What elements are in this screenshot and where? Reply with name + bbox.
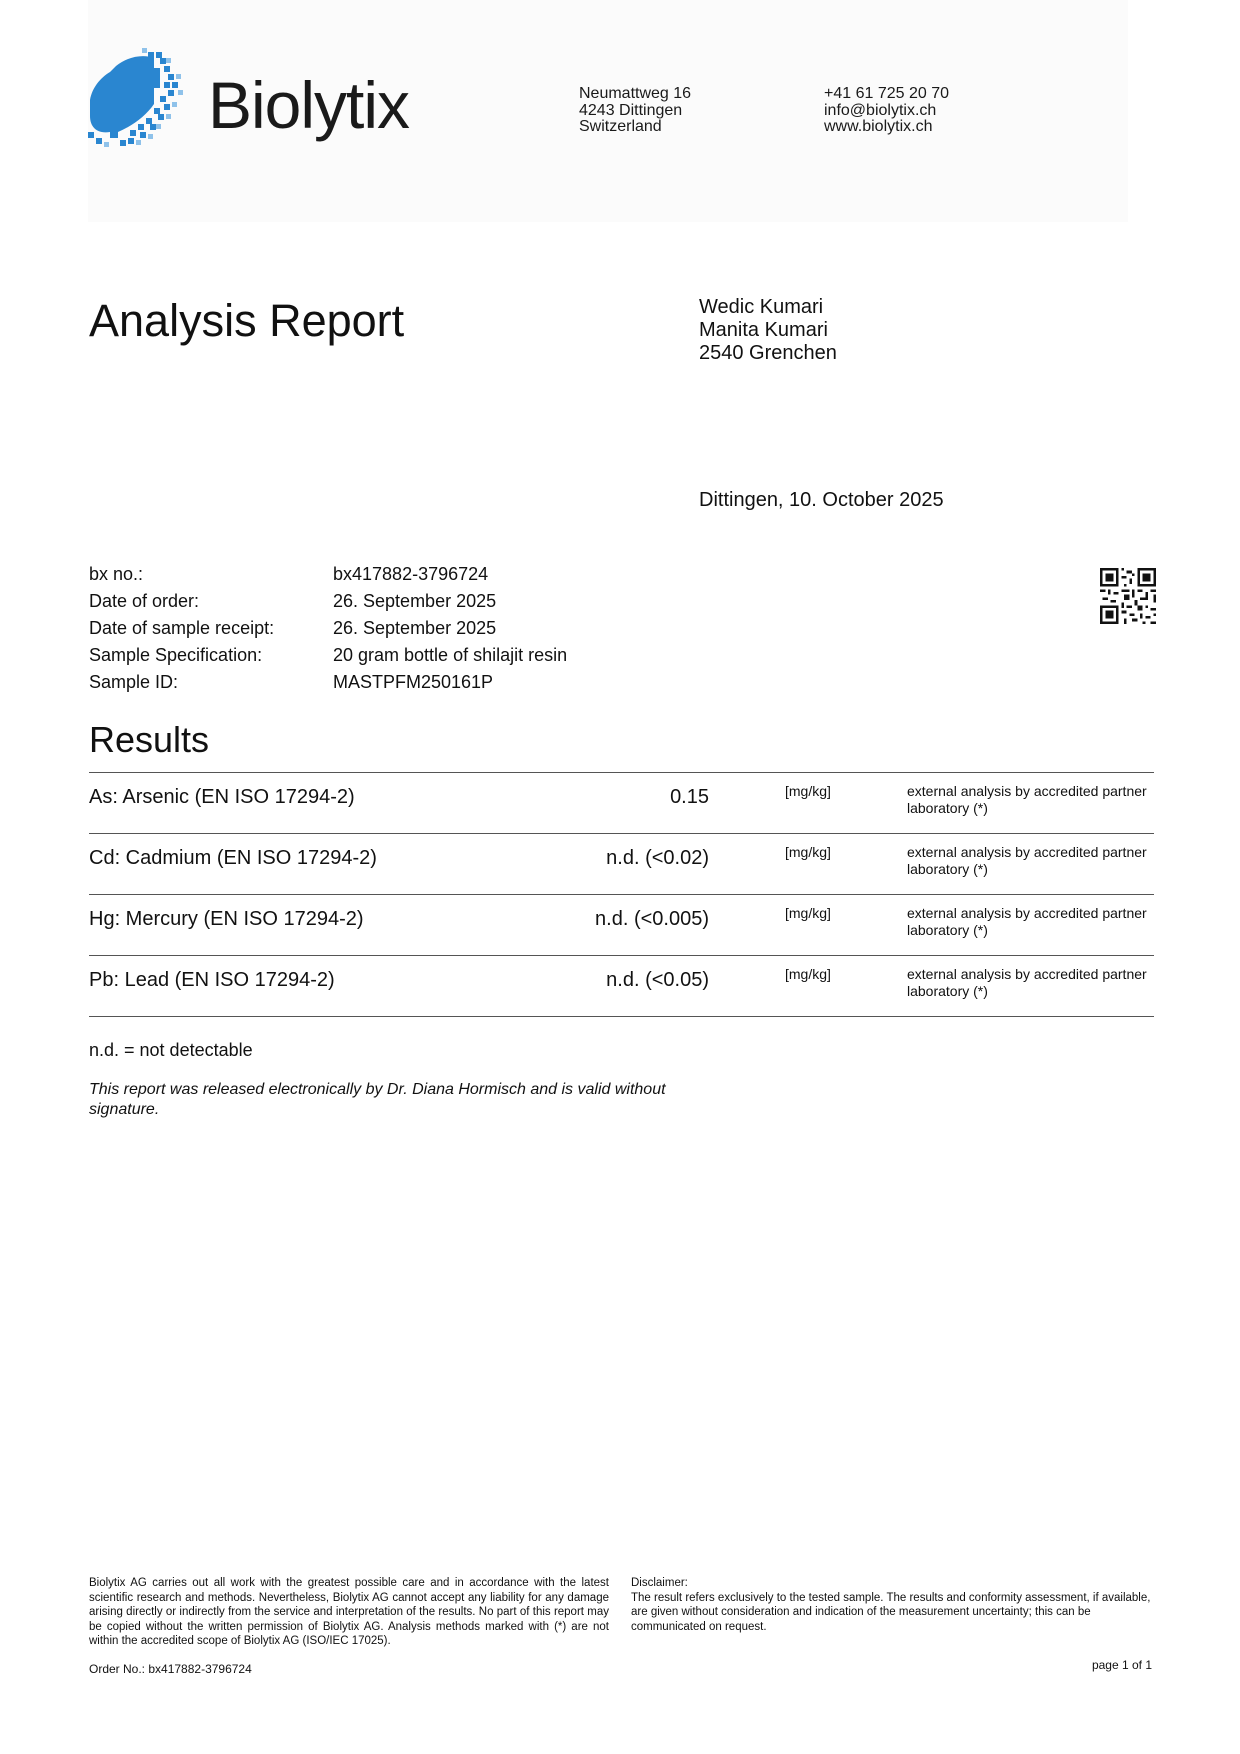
- brand-name: Biolytix: [208, 68, 410, 142]
- analysis-note: external analysis by accredited partner laboratory (*): [907, 905, 1147, 938]
- results-heading: Results: [89, 719, 210, 760]
- page-number: page 1 of 1: [1091, 1658, 1152, 1672]
- order-number: Order No.: bx417882-3796724: [89, 1662, 252, 1676]
- analysis-note: external analysis by accredited partner laboratory (*): [907, 966, 1147, 999]
- recipient-line: 2540 Grenchen: [699, 342, 837, 364]
- result-value: n.d. (<0.02): [606, 847, 709, 869]
- recipient-address: [699, 296, 837, 365]
- analyte-name: Cd: Cadmium (EN ISO 17294-2): [89, 847, 377, 869]
- result-unit: [mg/kg]: [785, 783, 831, 799]
- table-row: [89, 834, 1154, 895]
- biolytix-logo-icon: [88, 48, 188, 153]
- table-row: [89, 956, 1154, 1017]
- analysis-note: external analysis by accredited partner laboratory (*): [907, 844, 1147, 877]
- detail-label: Sample ID:: [89, 672, 179, 692]
- recipient-line: Manita Kumari: [699, 319, 828, 341]
- recipient-line: Wedic Kumari: [699, 296, 824, 318]
- report-title: Analysis Report: [89, 295, 405, 346]
- detail-label: Sample Specification:: [89, 645, 263, 665]
- nd-legend: n.d. = not detectable: [89, 1040, 253, 1060]
- detail-value: 26. September 2025: [333, 591, 497, 611]
- phone-number: +41 61 725 20 70: [824, 85, 950, 102]
- detail-label: Date of order:: [89, 591, 200, 611]
- detail-value: MASTPFM250161P: [333, 672, 494, 692]
- detail-value: bx417882-3796724: [333, 564, 489, 584]
- place-and-date: Dittingen, 10. October 2025: [699, 489, 944, 511]
- address-line: 4243 Dittingen: [579, 101, 683, 119]
- disclaimer: [631, 1576, 1155, 1634]
- release-note: This report was released electronically by Dr. Diana Hormisch and is valid without signature.: [89, 1081, 666, 1118]
- table-row: [89, 895, 1154, 956]
- address-line: Neumattweg 16: [579, 85, 692, 102]
- result-unit: [mg/kg]: [785, 844, 831, 860]
- result-unit: [mg/kg]: [785, 966, 831, 982]
- result-unit: [mg/kg]: [785, 905, 831, 921]
- disclaimer-title: Disclaimer:: [631, 1577, 688, 1589]
- detail-value: 20 gram bottle of shilajit resin: [333, 645, 568, 665]
- analyte-name: As: Arsenic (EN ISO 17294-2): [89, 786, 355, 808]
- qr-code-icon[interactable]: [1100, 568, 1156, 629]
- email-link[interactable]: info@biolytix.ch: [824, 101, 937, 119]
- table-row: [89, 773, 1154, 834]
- result-value: n.d. (<0.005): [595, 908, 709, 930]
- disclaimer-text: The result refers exclusively to the tested sample. The results and conformity assessment, if available, are given without consideration and indication of the measurement uncertainty; this can be communicated on request.: [631, 1591, 1151, 1633]
- detail-value: 26. September 2025: [333, 618, 497, 638]
- detail-label: bx no.:: [89, 564, 144, 584]
- website-link[interactable]: www.biolytix.ch: [824, 118, 933, 135]
- result-value: n.d. (<0.05): [606, 969, 709, 991]
- analysis-note: external analysis by accredited partner laboratory (*): [907, 783, 1147, 816]
- liability-statement: Biolytix AG carries out all work with the greatest possible care and in accordance with the latest scientific research and methods. Nevertheless, Biolytix AG cannot accept any liability for any damage arising directly or indirectly from the service and interpretation of the results. No part of this report may be copied without the written permission of Biolytix AG. Analysis methods marked with (*) are not within the accredited scope of Biolytix AG (ISO/IEC 17025).: [89, 1577, 609, 1647]
- analyte-name: Pb: Lead (EN ISO 17294-2): [89, 969, 335, 991]
- detail-label: Date of sample receipt:: [89, 618, 275, 638]
- address-line: Switzerland: [579, 118, 662, 135]
- result-value: 0.15: [670, 786, 709, 808]
- company-address: [579, 86, 691, 136]
- analyte-name: Hg: Mercury (EN ISO 17294-2): [89, 908, 364, 930]
- company-contact: [824, 86, 949, 136]
- results-table: [89, 772, 1154, 1017]
